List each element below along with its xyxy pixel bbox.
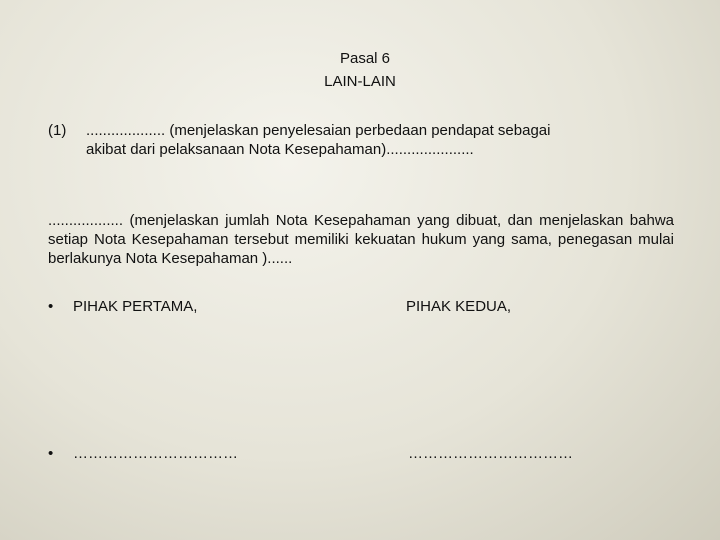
party-1-label: PIHAK PERTAMA, — [73, 298, 198, 315]
clause-1 — [48, 121, 674, 159]
clause-1-line-2: akibat dari pelaksanaan Nota Kesepahaman)..................... — [86, 141, 474, 158]
bullet-icon: • — [48, 445, 54, 462]
clause-2: .................. (menjelaskan jumlah Nota Kesepahaman yang dibuat, dan menjelaskan bahwa setiap Nota Kesepahaman tersebut memiliki kekuatan hukum yang sama, penegasan mulai berlakunya Nota Kesepahaman )...... — [48, 212, 674, 267]
clause-1-number: (1) — [48, 122, 67, 139]
clause-1-line-1: ................... (menjelaskan penyelesaian perbedaan pendapat sebagai — [86, 122, 551, 139]
section-title: LAIN-LAIN — [324, 73, 396, 90]
party-1-signature-blank: …………………………… — [73, 445, 238, 462]
party-2-label: PIHAK KEDUA, — [406, 298, 512, 315]
party-2-signature-blank: …………………………… — [408, 445, 573, 462]
article-heading: Pasal 6 — [339, 50, 391, 67]
bullet-icon: • — [48, 298, 54, 315]
